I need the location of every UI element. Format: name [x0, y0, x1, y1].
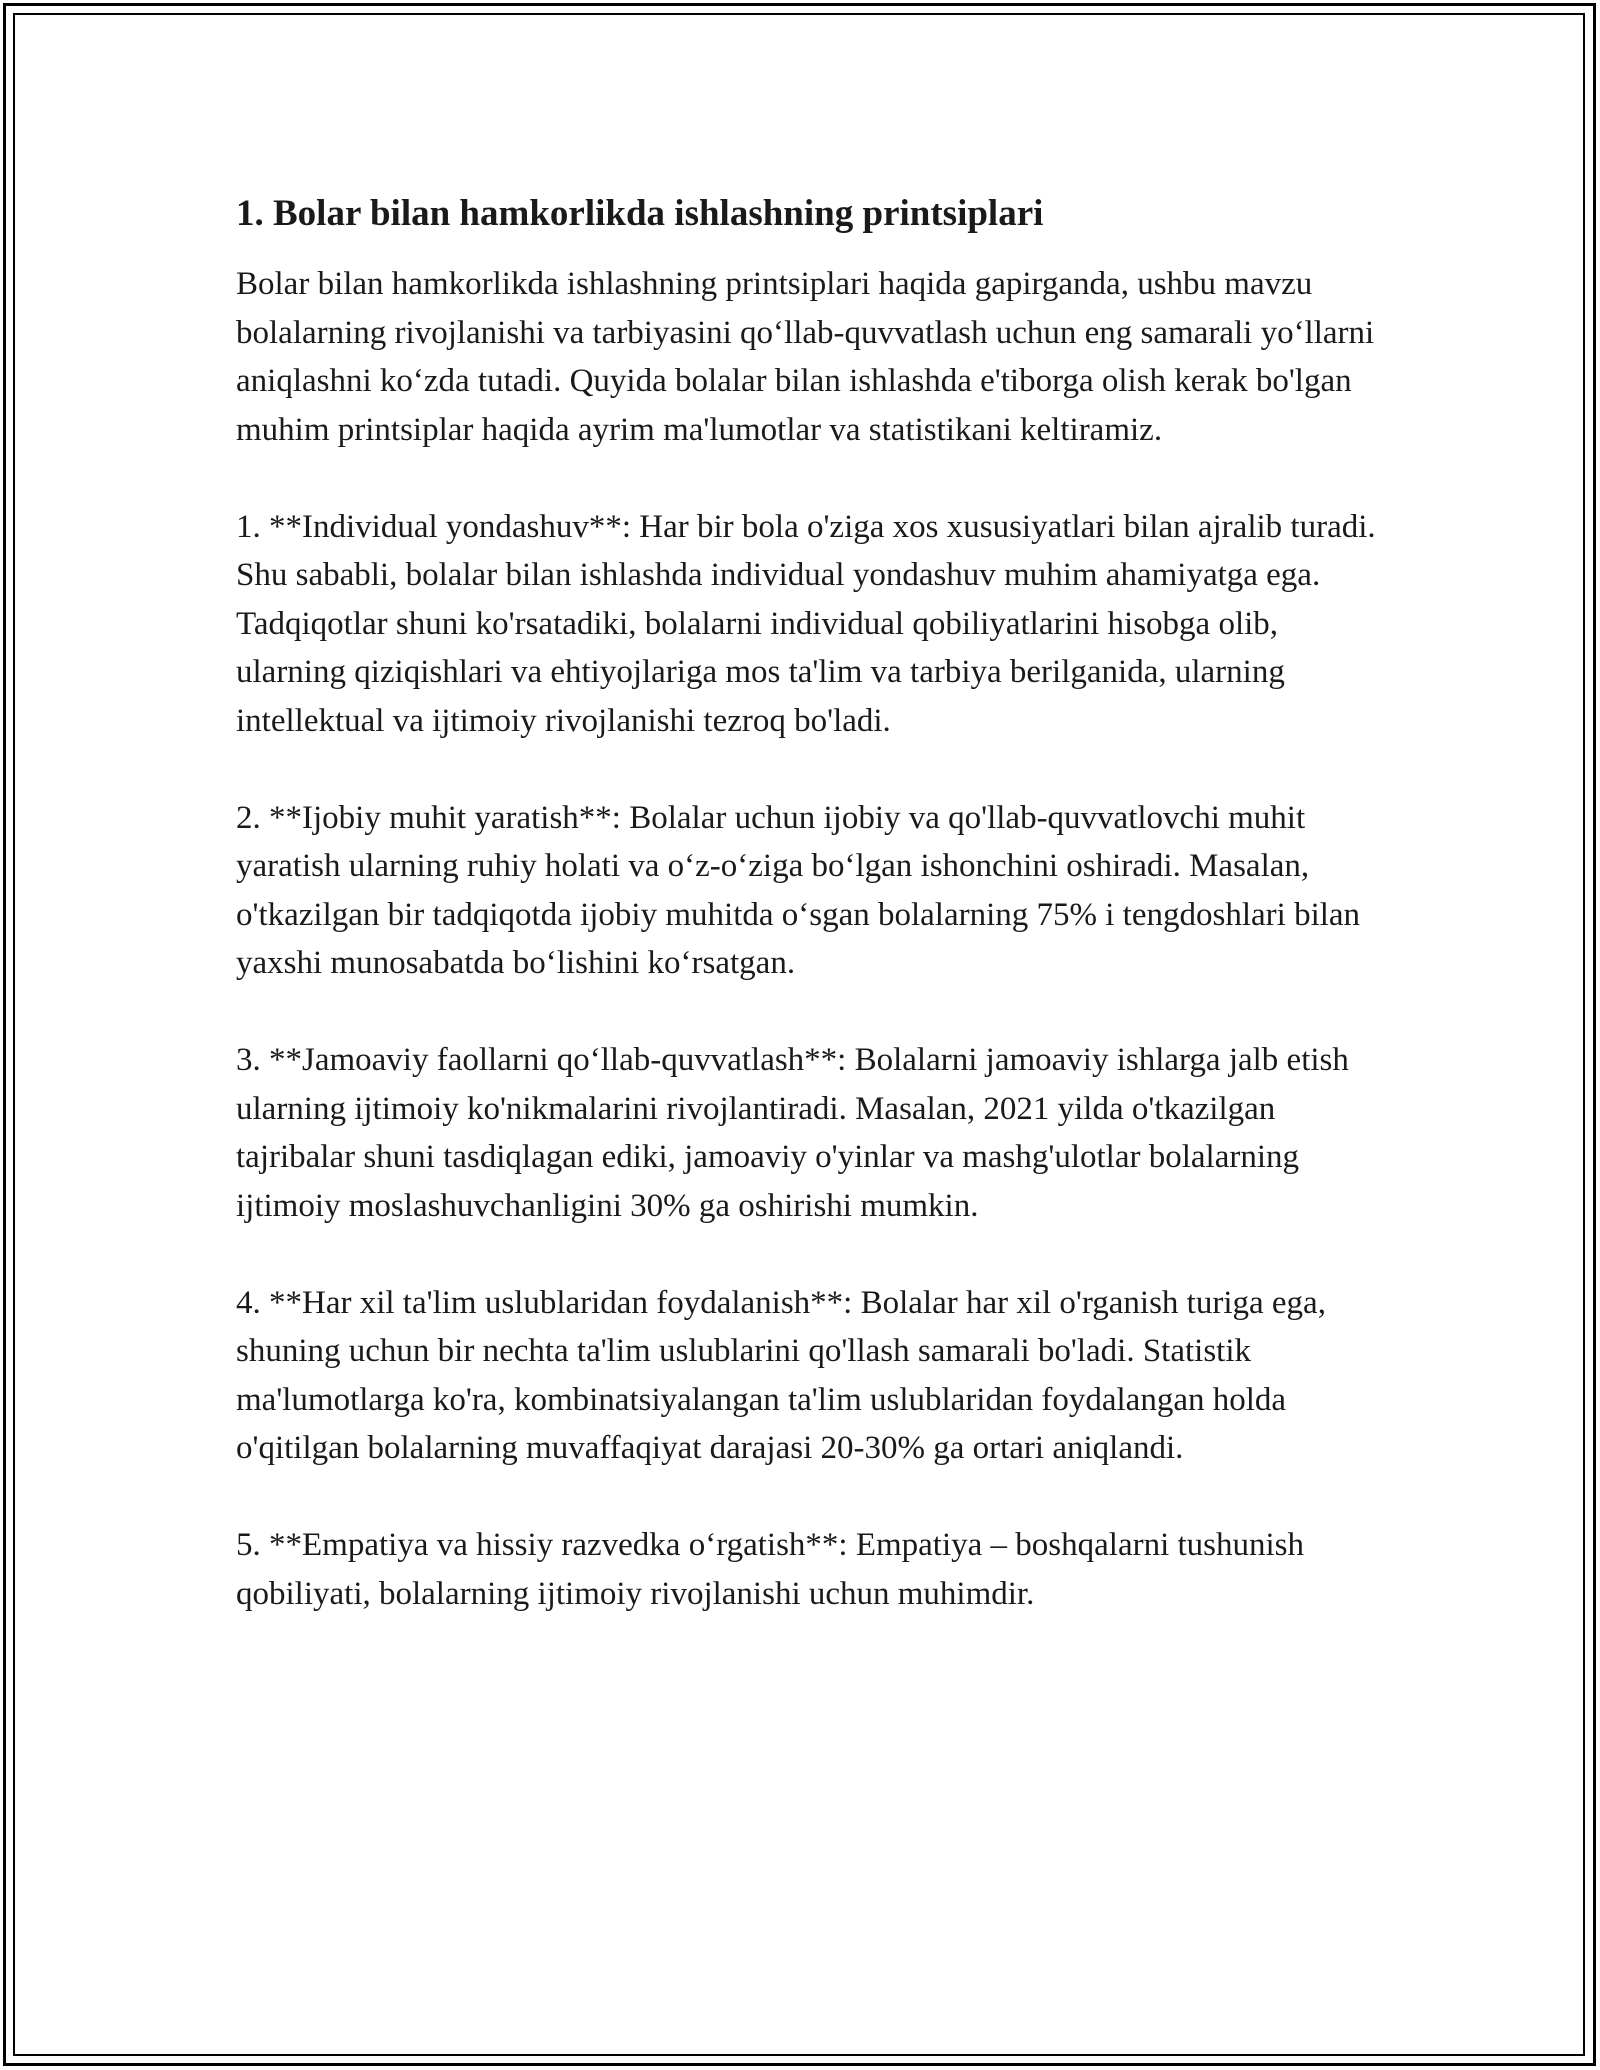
- principle-individual-approach: 1. **Individual yondashuv**: Har bir bola o'ziga xos xususiyatlari bilan ajralib turadi. Shu sababli, bolalar bilan ishlashda individual yondashuv muhim ahamiyatga ega. Tadqiqotlar shuni ko'rsatadiki, bolalarni individual qobiliyatlarini hisobga olib, ularning qiziqishlari va ehtiyojlariga mos ta'lim va tarbiya berilganida, ularning intellektual va ijtimoiy rivojlanishi tezroq bo'ladi.: [236, 508, 1376, 739]
- document-title: 1. Bolar bilan hamkorlikda ishlashning printsiplari: [236, 193, 1044, 234]
- document-page: [236, 188, 1376, 1667]
- principle-positive-environment: 2. **Ijobiy muhit yaratish**: Bolalar uchun ijobiy va qo'llab-quvvatlovchi muhit yaratish ularning ruhiy holati va o‘z-o‘ziga bo‘lgan ishonchini oshiradi. Masalan, o'tkazilgan bir tadqiqotda ijobiy muhitda o‘sgan bolalarning 75% i tengdoshlari bilan yaxshi munosabatda bo‘lishini ko‘rsatgan.: [236, 799, 1361, 981]
- intro-paragraph: Bolar bilan hamkorlikda ishlashning printsiplari haqida gapirganda, ushbu mavzu bolalarning rivojlanishi va tarbiyasini qo‘llab-quvvatlash uchun eng samarali yo‘llarni aniqlashni ko‘zda tutadi. Quyida bolalar bilan ishlashda e'tiborga olish kerak bo'lgan muhim printsiplar haqida ayrim ma'lumotlar va statistikani keltiramiz.: [236, 266, 1375, 448]
- principle-learning-styles: 4. **Har xil ta'lim uslublaridan foydalanish**: Bolalar har xil o'rganish turiga ega, shuning uchun bir nechta ta'lim uslublarini qo'llash samarali bo'ladi. Statistik ma'lumotlarga ko'ra, kombinatsiyalangan ta'lim uslublaridan foydalangan holda o'qitilgan bolalarning muvaffaqiyat darajasi 20-30% ga ortari aniqlandi.: [236, 1284, 1326, 1466]
- principle-team-activities: 3. **Jamoaviy faollarni qo‘llab-quvvatlash**: Bolalarni jamoaviy ishlarga jalb etish ularning ijtimoiy ko'nikmalarini rivojlantiradi. Masalan, 2021 yilda o'tkazilgan tajribalar shuni tasdiqlagan ediki, jamoaviy o'yinlar va mashg'ulotlar bolalarning ijtimoiy moslashuvchanligini 30% ga oshirishi mumkin.: [236, 1042, 1349, 1224]
- principle-empathy: 5. **Empatiya va hissiy razvedka o‘rgatish**: Empatiya – boshqalarni tushunish qobiliyati, bolalarning ijtimoiy rivojlanishi uchun muhimdir.: [236, 1527, 1305, 1612]
